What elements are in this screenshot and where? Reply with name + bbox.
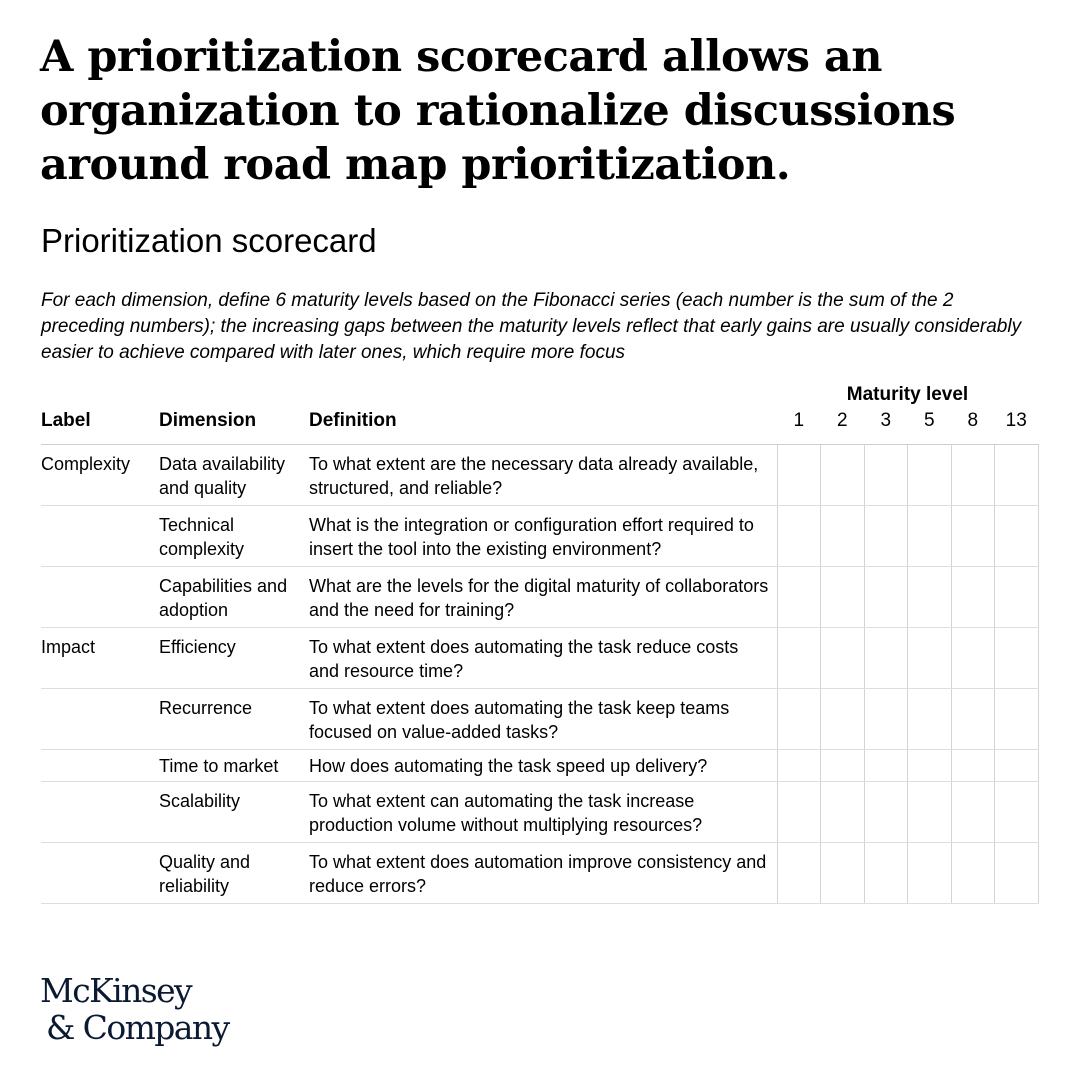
maturity-level-title: Maturity level [846,384,969,405]
score-cell[interactable] [864,749,908,781]
table-row [41,444,1038,505]
table-row [41,566,1038,627]
score-cell[interactable] [908,444,952,505]
score-cell[interactable] [951,688,995,749]
row-dimension: Technical complexity [159,505,309,566]
score-cell[interactable] [951,627,995,688]
row-label [41,781,159,842]
score-cell[interactable] [951,781,995,842]
table-row [41,688,1038,749]
score-cell[interactable] [777,444,821,505]
score-cell[interactable] [821,842,865,903]
level-header: 2 [821,407,865,444]
score-cell[interactable] [995,688,1039,749]
score-cell[interactable] [821,688,865,749]
score-cell[interactable] [821,781,865,842]
row-dimension: Recurrence [159,688,309,749]
level-header: 3 [864,407,908,444]
score-cell[interactable] [821,444,865,505]
mckinsey-logo: McKinsey & Company [40,971,229,1047]
score-cell[interactable] [951,505,995,566]
row-dimension: Data availability and quality [159,444,309,505]
score-cell[interactable] [864,444,908,505]
score-cell[interactable] [908,781,952,842]
score-cell[interactable] [995,566,1039,627]
row-dimension: Quality and reliability [159,842,309,903]
scorecard-table [41,407,1039,904]
table-row [41,505,1038,566]
intro-text: For each dimension, define 6 maturity levels based on the Fibonacci series (each number is the sum of the 2 preceding numbers); the increasing gaps between the maturity levels reflect that early gains are usually considerably easier to achieve compared with later ones, which require more focus [41,290,1022,363]
row-dimension: Scalability [159,781,309,842]
score-cell[interactable] [995,781,1039,842]
definition-column-header: Definition [309,407,777,444]
row-definition: What is the integration or configuration effort required to insert the tool into the existing environment? [309,505,777,566]
table-row [41,842,1038,903]
row-label [41,688,159,749]
score-cell[interactable] [777,781,821,842]
row-definition: To what extent are the necessary data already available, structured, and reliable? [309,444,777,505]
score-cell[interactable] [908,627,952,688]
score-cell[interactable] [951,749,995,781]
row-definition: To what extent does automating the task reduce costs and resource time? [309,627,777,688]
row-definition: To what extent can automating the task increase production volume without multiplying resources? [309,781,777,842]
score-cell[interactable] [908,505,952,566]
score-cell[interactable] [777,688,821,749]
score-cell[interactable] [777,627,821,688]
score-cell[interactable] [864,842,908,903]
score-cell[interactable] [821,566,865,627]
score-cell[interactable] [864,505,908,566]
score-cell[interactable] [908,749,952,781]
score-cell[interactable] [908,566,952,627]
score-cell[interactable] [821,627,865,688]
level-header: 8 [951,407,995,444]
table-row [41,749,1038,781]
score-cell[interactable] [864,688,908,749]
row-label [41,749,159,781]
score-cell[interactable] [864,566,908,627]
score-cell[interactable] [777,505,821,566]
label-column-header: Label [41,407,159,444]
row-definition: How does automating the task speed up delivery? [309,749,777,781]
row-definition: To what extent does automating the task keep teams focused on value-added tasks? [309,688,777,749]
row-label: Impact [41,627,159,688]
row-label: Complexity [41,444,159,505]
row-definition: What are the levels for the digital maturity of collaborators and the need for training? [309,566,777,627]
level-header: 5 [908,407,952,444]
row-dimension: Time to market [159,749,309,781]
score-cell[interactable] [777,566,821,627]
score-cell[interactable] [995,842,1039,903]
score-cell[interactable] [995,444,1039,505]
level-header: 13 [995,407,1039,444]
scorecard-body [41,444,1038,903]
score-cell[interactable] [951,444,995,505]
score-cell[interactable] [864,627,908,688]
row-definition: To what extent does automation improve consistency and reduce errors? [309,842,777,903]
score-cell[interactable] [995,627,1039,688]
score-cell[interactable] [908,688,952,749]
row-label [41,842,159,903]
row-label [41,566,159,627]
scorecard-title: Prioritization scorecard [41,222,377,259]
dimension-column-header: Dimension [159,407,309,444]
headline: A prioritization scorecard allows an organization to rationalize discussions around road map prioritization. [40,32,956,190]
table-row [41,781,1038,842]
score-cell[interactable] [864,781,908,842]
score-cell[interactable] [777,749,821,781]
row-dimension: Capabilities and adoption [159,566,309,627]
table-row [41,627,1038,688]
score-cell[interactable] [951,566,995,627]
score-cell[interactable] [995,749,1039,781]
score-cell[interactable] [995,505,1039,566]
level-header: 1 [777,407,821,444]
score-cell[interactable] [821,505,865,566]
score-cell[interactable] [951,842,995,903]
score-cell[interactable] [777,842,821,903]
score-cell[interactable] [821,749,865,781]
row-dimension: Efficiency [159,627,309,688]
row-label [41,505,159,566]
table-header-row [41,407,1038,444]
score-cell[interactable] [908,842,952,903]
